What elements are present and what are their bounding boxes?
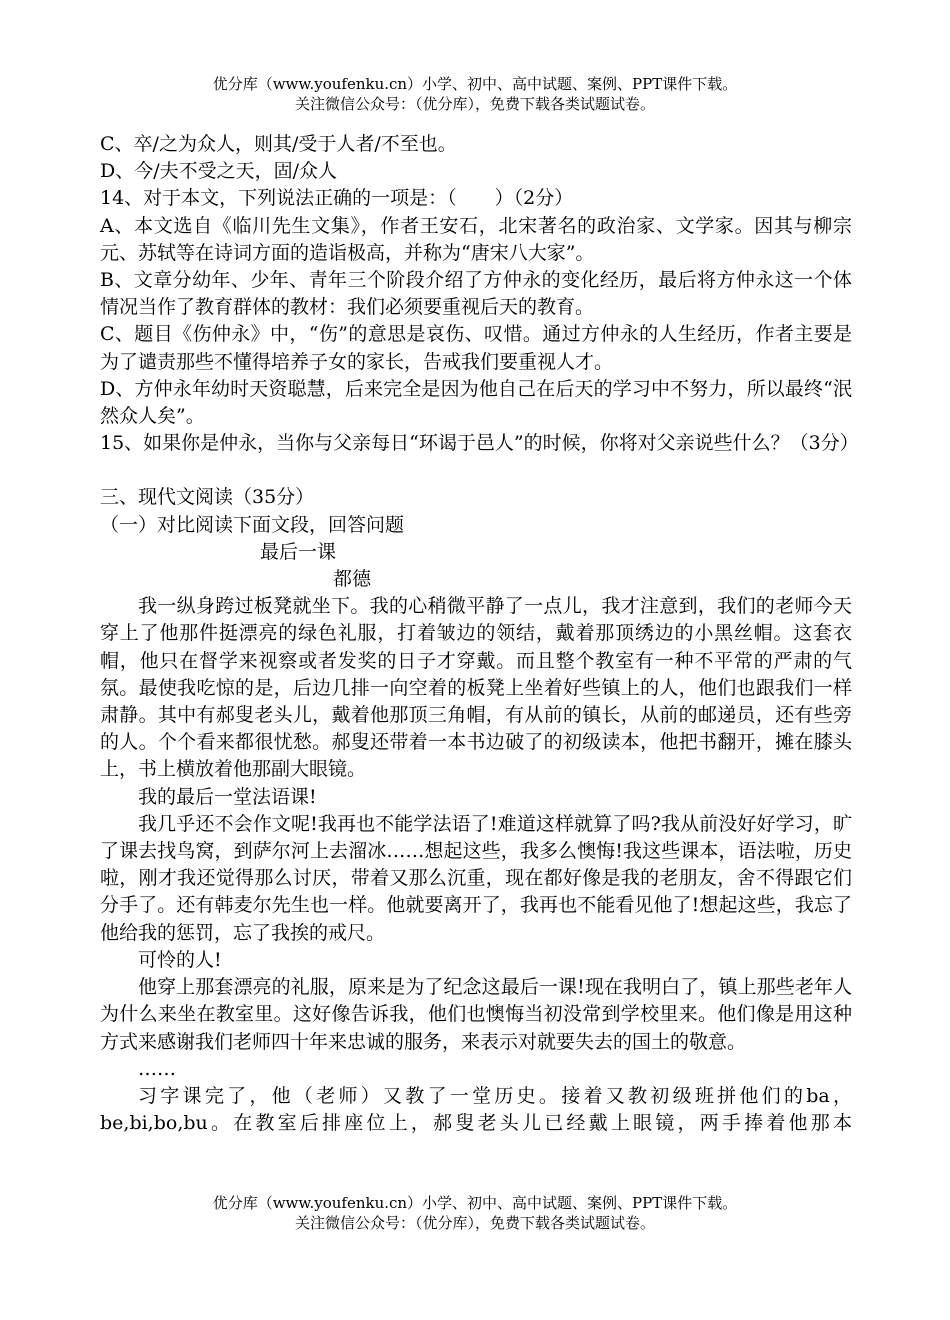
option-c-sentence-break: C、卒/之为众人，则其/受于人者/不至也。 xyxy=(100,133,457,155)
page-footer xyxy=(0,1193,950,1233)
passage-paragraph-1: 我一纵身跨过板凳就坐下。我的心稍微平静了一点儿，我才注意到，我们的老师今天穿上了他那件挺漂亮的绿色礼服，打着皱边的领结，戴着那顶绣边的小黑丝帽。这套衣帽，他只在督学来视察或者发奖的日子才穿戴。而且整个教室有一种不平常的严肃的气氛。最使我吃惊的是，后边几排一向空着的板凳上坐着好些镇上的人，他们也跟我们一样肃静。其中有郝叟老头儿，戴着他那顶三角帽，有从前的镇长，从前的邮递员，还有些旁的人。个个看来都很忧愁。郝叟还带着一本书边破了的初级读本，他把书翻开，摊在膝头上，书上横放着他那副大眼镜。 xyxy=(100,595,852,781)
passage-title: 最后一课 xyxy=(260,540,337,563)
q14-option-c: C、题目《伤仲永》中，“伤”的意思是哀伤、叹惜。通过方仲永的人生经历，作者主要是为了谴责那些不懂得培养子女的家长，告戒我们要重视人才。 xyxy=(100,323,852,373)
option-d-sentence-break: D、今/夫不受之天，固/众人 xyxy=(100,160,338,183)
passage-paragraph-4: 可怜的人! xyxy=(138,948,222,971)
passage-paragraph-2: 我的最后一堂法语课! xyxy=(138,785,317,808)
question-15: 15、如果你是仲永，当你与父亲每日“环谒于邑人”的时候，你将对父亲说些什么？（3分） xyxy=(100,432,859,455)
q14-option-d: D、方仲永年幼时天资聪慧，后来完全是因为他自己在后天的学习中不努力，所以最终“泯然众人矣”。 xyxy=(100,377,852,428)
footer-line-2: 关注微信公众号：（优分库），免费下载各类试题试卷。 xyxy=(294,1214,655,1232)
passage-paragraph-3: 我几乎还不会作文呢!我再也不能学法语了!难道这样就算了吗?我从前没好好学习，旷了课去找鸟窝，到萨尔河上去溜冰……想起这些，我多么懊悔!我这些课本，语法啦，历史啦，刚才我还觉得那么讨厌，带着又那么沉重，现在都好像是我的老朋友，舍不得跟它们分手了。还有韩麦尔先生也一样。他就要离开了，我再也不能看见他了!想起这些，我忘了他给我的惩罚，忘了我挨的戒尺。 xyxy=(100,812,852,944)
question-14: 14、对于本文，下列说法正确的一项是：（ ）（2分） xyxy=(100,187,574,210)
page-header xyxy=(0,74,950,114)
passage-author: 都德 xyxy=(333,568,372,591)
passage-paragraph-5: 他穿上那套漂亮的礼服，原来是为了纪念这最后一课!现在我明白了，镇上那些老年人为什么来坐在教室里。这好像告诉我，他们也懊悔当初没常到学校里来。他们像是用这种方式来感谢我们老师四十年来忠诚的服务，来表示对就要失去的国土的敬意。 xyxy=(100,976,852,1053)
section-heading: 三、现代文阅读（35分） xyxy=(100,486,315,509)
document-body xyxy=(100,131,859,1137)
passage-ellipsis: …… xyxy=(138,1057,176,1080)
header-line-1: 优分库（www.youfenku.cn）小学、初中、高中试题、案例、PPT课件下载。 xyxy=(212,75,738,93)
q14-option-a: A、本文选自《临川先生文集》，作者王安石，北宋著名的政治家、文学家。因其与柳宗元、苏轼等在诗词方面的造诣极高，并称为“唐宋八大家”。 xyxy=(100,214,852,264)
blank-line xyxy=(100,457,852,484)
footer-line-1: 优分库（www.youfenku.cn）小学、初中、高中试题、案例、PPT课件下载。 xyxy=(212,1194,738,1212)
subsection-heading: （一）对比阅读下面文段，回答问题 xyxy=(100,513,405,536)
q14-option-b: B、文章分幼年、少年、青年三个阶段介绍了方仲永的变化经历，最后将方仲永这一个体情况当作了教育群体的教材：我们必须要重视后天的教育。 xyxy=(100,269,852,319)
passage-paragraph-6: 习字课完了，他（老师）又教了一堂历史。接着又教初级班拼他们的ba，be,bi,bo,bu。在教室后排座位上，郝叟老头儿已经戴上眼镜，两手捧着他那本 xyxy=(100,1084,852,1135)
header-line-2: 关注微信公众号：（优分库），免费下载各类试题试卷。 xyxy=(294,95,655,113)
